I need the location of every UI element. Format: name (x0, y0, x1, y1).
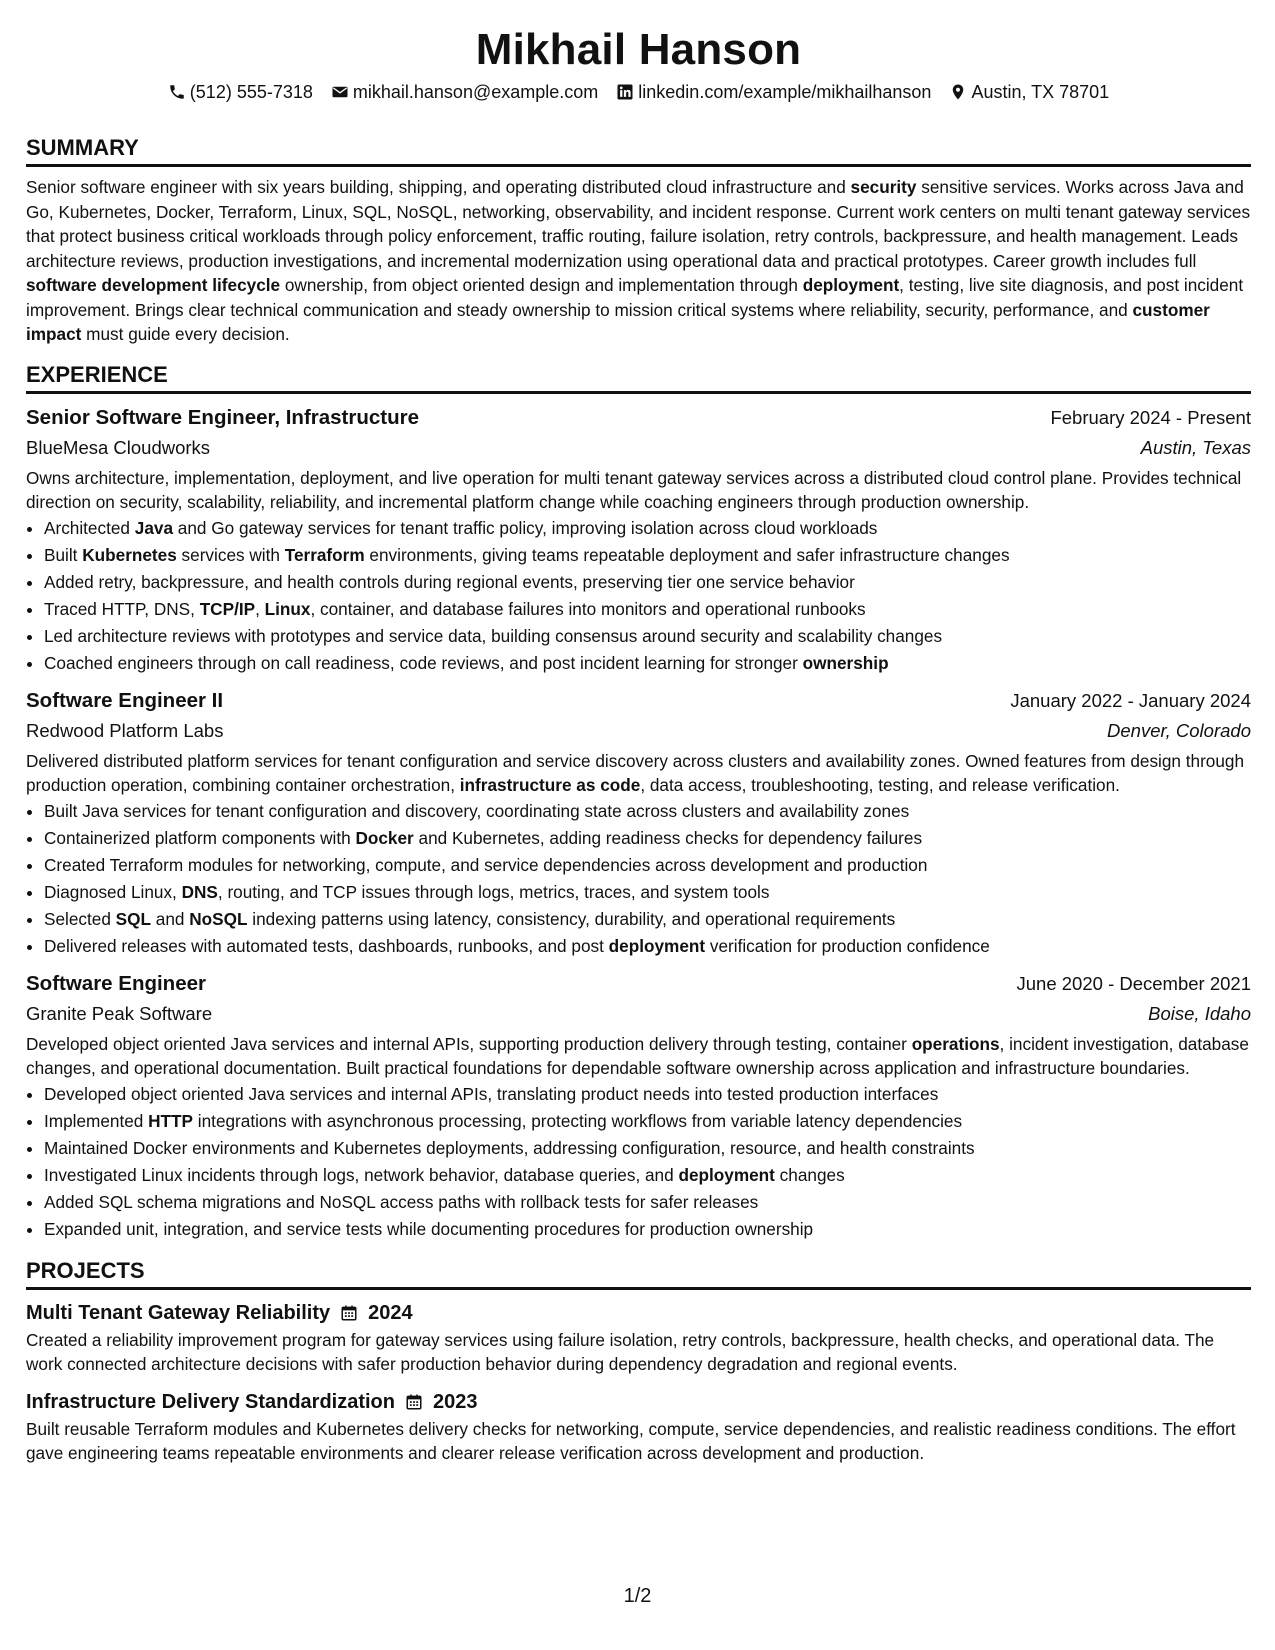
bold-keyword: deployment (678, 1164, 775, 1185)
summary-section (26, 134, 1251, 347)
job-bullets (26, 515, 1251, 677)
job-entry (26, 403, 1251, 677)
bold-keyword: operations (911, 1033, 1000, 1054)
bold-keyword: HTTP (148, 1110, 194, 1131)
contact-email (331, 80, 598, 104)
project-year: 2023 (432, 1390, 478, 1413)
job-location: Boise, Idaho (1148, 1002, 1251, 1024)
section-title-experience: EXPERIENCE (26, 361, 1251, 394)
job-location: Denver, Colorado (1107, 719, 1251, 741)
job-dates: June 2020 - December 2021 (1016, 972, 1251, 994)
bullet-item (44, 1189, 1251, 1216)
text-run: changes (774, 1164, 845, 1185)
phone-number[interactable]: (512) 555-7318 (189, 82, 313, 102)
text-run: Owns architecture, implementation, deployment, and live operation for multi tenant gateway services across a distributed cloud control plane. Provides technical direction on security, scalability, reliability, and incremental platform change while coaching engineers through production ownership. (26, 467, 1242, 512)
bullet-item (44, 542, 1251, 569)
envelope-icon (331, 83, 349, 101)
phone-icon (168, 83, 186, 101)
text-run: verification for production confidence (705, 935, 990, 956)
text-run: sensitive services. Works across Java and Go, Kubernetes, Docker, Terraform, Linux, SQL, NoSQL, networking, observability, and incident response. Current work centers on multi tenant gateway services that protect business critical workloads through policy enforcement, traffic routing, failure isolation, retry controls, backpressure, and health management. Leads architecture reviews, production investigations, and incremental modernization using operational data and practical prototypes. Career growth includes full (26, 177, 1251, 271)
page-number: 1/2 (623, 1585, 652, 1607)
project-name: Infrastructure Delivery Standardization (26, 1390, 395, 1413)
bullet-item (44, 596, 1251, 623)
job-entry (26, 969, 1251, 1243)
calendar-icon (405, 1393, 423, 1411)
bullet-item (44, 1162, 1251, 1189)
text-run: , (255, 598, 265, 619)
bold-keyword: software development lifecycle (26, 275, 281, 295)
bullet-item (44, 569, 1251, 596)
text-run: Traced HTTP, DNS, (44, 598, 200, 619)
job-description (26, 749, 1251, 798)
linkedin-icon (616, 83, 634, 101)
candidate-name: Mikhail Hanson (475, 25, 802, 74)
bold-keyword: customer impact (26, 299, 1210, 344)
job-location: Austin, Texas (1140, 436, 1251, 458)
project-entry (26, 1298, 1251, 1377)
text-run: and Kubernetes, adding readiness checks for dependency failures (413, 827, 923, 848)
bullet-item (44, 933, 1251, 960)
linkedin-url[interactable]: linkedin.com/example/mikhailhanson (638, 82, 932, 102)
resume-page (26, 22, 1251, 1466)
bullet-item (44, 852, 1251, 879)
bold-keyword: Java (134, 517, 174, 538)
text-run: Delivered distributed platform services for tenant configuration and service discovery across clusters and availability zones. Owned features from design through production operation, combining container orchestration, (26, 750, 1245, 795)
bullet-item (44, 650, 1251, 677)
job-dates: February 2024 - Present (1050, 406, 1251, 428)
project-description: Created a reliability improvement program for gateway services using failure isolation, retry controls, backpressure, health checks, and operational data. The work connected architecture decisions with safer production behavior during dependency degradation and regional events. (26, 1329, 1215, 1374)
bullet-item (44, 825, 1251, 852)
bold-keyword: deployment (608, 935, 706, 956)
text-run: Led architecture reviews with prototypes and service data, building consensus around security and scalability changes (44, 625, 943, 646)
job-company: BlueMesa Cloudworks (26, 436, 211, 458)
bullet-item (44, 1081, 1251, 1108)
bullet-item (44, 879, 1251, 906)
text-run: Coached engineers through on call readiness, code reviews, and post incident learning for stronger (44, 652, 803, 673)
project-year: 2024 (368, 1301, 413, 1324)
text-run: services with (176, 544, 285, 565)
text-run: Architected (44, 517, 135, 538)
bold-keyword: NoSQL (189, 908, 248, 929)
job-company: Granite Peak Software (26, 1002, 213, 1024)
summary-text (26, 175, 1251, 347)
text-run: Containerized platform components with (44, 827, 356, 848)
text-run: Built Java services for tenant configuration and discovery, coordinating state across clusters and availability zones (44, 800, 910, 821)
text-run: Implemented (44, 1110, 149, 1131)
map-pin-icon (949, 83, 967, 101)
job-title: Senior Software Engineer, Infrastructure (26, 405, 420, 429)
project-description: Built reusable Terraform modules and Kubernetes delivery checks for networking, compute, service dependencies, and realistic readiness conditions. The effort gave engineering teams repeatable environments and clearer release verification across development and production. (26, 1418, 1236, 1463)
text-run: , incident investigation, database changes, and operational documentation. Built practical foundations for dependable software ownership across application and infrastructure boundaries. (26, 1033, 1249, 1078)
bold-keyword: security (850, 177, 917, 197)
job-title: Software Engineer II (26, 688, 224, 712)
calendar-icon (340, 1304, 358, 1322)
bullet-item (44, 1108, 1251, 1135)
bold-keyword: SQL (115, 908, 152, 929)
bullet-item (44, 798, 1251, 825)
job-dates: January 2022 - January 2024 (1010, 689, 1251, 711)
text-run: Investigated Linux incidents through logs, network behavior, database queries, and (44, 1164, 679, 1185)
email-address[interactable]: mikhail.hanson@example.com (352, 82, 599, 102)
text-run: Selected (44, 908, 116, 929)
text-run: Developed object oriented Java services and internal APIs, translating product needs into tested production interfaces (44, 1083, 939, 1104)
job-bullets (26, 798, 1251, 960)
bullet-item (44, 515, 1251, 542)
bullet-item (44, 1135, 1251, 1162)
bold-keyword: Kubernetes (82, 544, 177, 565)
text-run: Developed object oriented Java services and internal APIs, supporting production delivery through testing, container (26, 1033, 912, 1054)
bold-keyword: Docker (355, 827, 414, 848)
text-run: , testing, live site diagnosis, and post incident improvement. Brings clear technical communication and steady ownership to mission critical systems where reliability, security, performance, and (26, 275, 1244, 320)
text-run: and Go gateway services for tenant traffic policy, improving isolation across cloud workloads (173, 517, 878, 538)
bold-keyword: TCP/IP (199, 598, 256, 619)
text-run: Maintained Docker environments and Kubernetes deployments, addressing configuration, resource, and health constraints (44, 1137, 975, 1158)
text-run: Delivered releases with automated tests, dashboards, runbooks, and post (44, 935, 609, 956)
bullet-item (44, 906, 1251, 933)
bold-keyword: Terraform (284, 544, 365, 565)
text-run: ownership, from object oriented design and implementation through (280, 275, 803, 295)
contact-phone (168, 80, 313, 104)
text-run: and (151, 908, 190, 929)
bold-keyword: infrastructure as code (459, 775, 641, 795)
bold-keyword: ownership (802, 652, 889, 673)
project-entry (26, 1387, 1251, 1466)
text-run: , container, and database failures into monitors and operational runbooks (310, 598, 866, 619)
text-run: Diagnosed Linux, (44, 881, 182, 902)
text-run: Added retry, backpressure, and health controls during regional events, preserving tier one service behavior (44, 571, 855, 592)
contact-bar (26, 80, 1251, 104)
experience-section (26, 361, 1251, 1243)
bullet-item (44, 623, 1251, 650)
bold-keyword: DNS (181, 881, 218, 902)
text-run: , routing, and TCP issues through logs, metrics, traces, and system tools (217, 881, 770, 902)
text-run: must guide every decision. (81, 324, 290, 344)
bullet-item (44, 1216, 1251, 1243)
contact-location (949, 80, 1109, 104)
section-title-projects: PROJECTS (26, 1257, 1251, 1290)
job-description (26, 1032, 1251, 1081)
bold-keyword: Linux (264, 598, 311, 619)
job-bullets (26, 1081, 1251, 1243)
text-run: Expanded unit, integration, and service tests while documenting procedures for production ownership (44, 1218, 814, 1239)
text-run: Built (44, 544, 83, 565)
location-text: Austin, TX 78701 (971, 82, 1110, 102)
text-run: Senior software engineer with six years building, shipping, and operating distributed cloud infrastructure and (26, 177, 851, 197)
text-run: Created Terraform modules for networking, compute, and service dependencies across development and production (44, 854, 928, 875)
text-run: indexing patterns using latency, consistency, durability, and operational requirements (247, 908, 896, 929)
section-title-summary: SUMMARY (26, 134, 1251, 167)
text-run: , data access, troubleshooting, testing, and release verification. (640, 775, 1120, 795)
text-run: integrations with asynchronous processing, protecting workflows from variable latency dependencies (193, 1110, 963, 1131)
job-description (26, 466, 1251, 515)
bold-keyword: deployment (802, 275, 900, 295)
job-entry (26, 686, 1251, 960)
contact-linkedin (616, 80, 931, 104)
project-name: Multi Tenant Gateway Reliability (26, 1301, 331, 1324)
projects-section (26, 1257, 1251, 1466)
text-run: Added SQL schema migrations and NoSQL access paths with rollback tests for safer releases (44, 1191, 759, 1212)
job-company: Redwood Platform Labs (26, 719, 224, 741)
text-run: environments, giving teams repeatable deployment and safer infrastructure changes (364, 544, 1010, 565)
job-title: Software Engineer (26, 971, 206, 995)
